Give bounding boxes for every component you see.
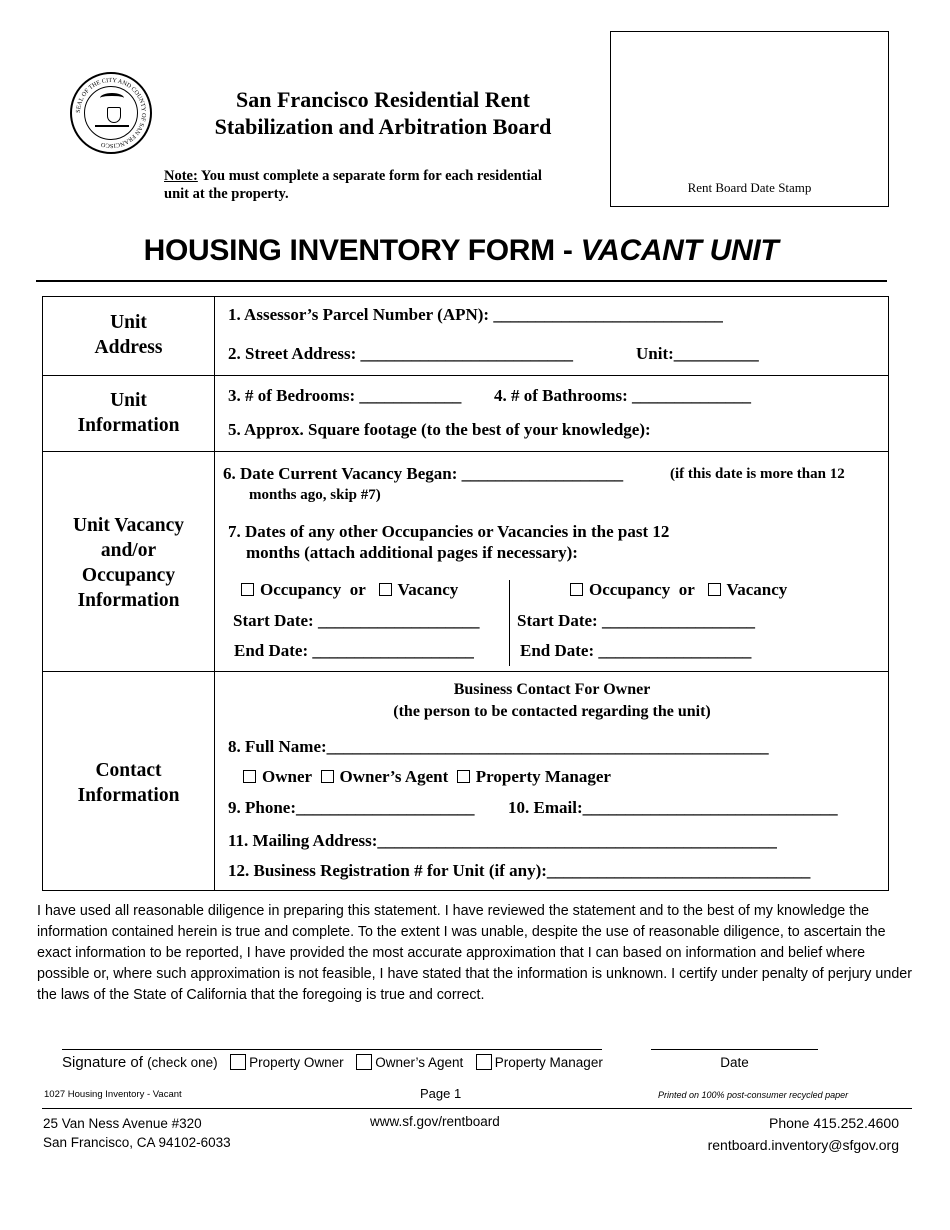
start-date-right-field[interactable]: Start Date: __________________ [517,611,755,630]
signature-label: Signature of [62,1054,148,1071]
website-link[interactable]: www.sf.gov/rentboard [370,1114,500,1129]
section-vacancy-label: Unit Vacancy and/or Occupancy Information [72,515,185,611]
contact-role-options: Owner Owner’s Agent Property Manager [243,767,611,787]
seal-lettering: SEAL OF THE CITY AND COUNTY OF SAN FRANCISCO [74,76,148,150]
recycled-note: Printed on 100% post-consumer recycled paper [658,1090,849,1100]
sig-manager-checkbox[interactable] [476,1054,492,1070]
contact-email[interactable]: rentboard.inventory@sfgov.org [707,1137,899,1153]
certification-statement: I have used all reasonable diligence in preparing this statement. I have reviewed the statement and to the best of my knowledge the information contained herein is true and complete. To the extent I was unable, despite the use of reasonable diligence, to ascertain the exact information to be reported, I have provided the most accurate approximation that I can based on information and belief where possible or, where such approximation is not feasible, I have stated that the information is unknown. I certify under penalty of perjury under the laws of the State of California that the foregoing is true and correct. [37,903,912,1003]
occupancy-checkbox-left[interactable] [241,583,254,596]
title-divider [36,280,887,282]
row-divider-3 [43,671,888,672]
period-left-type: Occupancy or Vacancy [241,580,458,600]
organization-name [160,86,606,140]
phone-field[interactable]: 9. Phone:_____________________ [228,798,475,817]
seal-base [95,125,129,131]
vacancy-checkbox-left[interactable] [379,583,392,596]
instruction-note [164,167,604,203]
vacancy-began-note: (if this date is more than 12 [670,466,845,482]
mailing-address-field[interactable]: 11. Mailing Address:_______________________________________________ [228,831,777,850]
form-id: 1027 Housing Inventory - Vacant [44,1089,182,1100]
end-date-left-field[interactable]: End Date: ___________________ [234,641,474,660]
sig-agent-checkbox[interactable] [356,1054,372,1070]
date-label: Date [720,1055,749,1070]
title-main: HOUSING INVENTORY FORM - [143,234,581,267]
row-divider-1 [43,375,888,376]
city-seal-icon [70,72,152,154]
form-title [36,234,886,268]
sig-owner-checkbox[interactable] [230,1054,246,1070]
owner-checkbox[interactable] [243,770,256,783]
signature-row: Signature of (check one) Property Owner Owner’s Agent Property Manager [62,1054,603,1071]
org-line-2: Stabilization and Arbitration Board [214,114,552,139]
period-right-type: Occupancy or Vacancy [570,580,787,600]
email-field[interactable]: 10. Email:______________________________ [508,798,838,817]
org-line-1: San Francisco Residential Rent [236,87,530,112]
unit-number-field[interactable]: Unit:__________ [636,344,759,363]
bathrooms-field[interactable]: 4. # of Bathrooms: ______________ [494,386,752,405]
footer-divider [42,1108,912,1109]
date-stamp-box [610,31,889,207]
row-divider-2 [43,451,888,452]
section-contact-label: Contact Information [77,760,180,806]
page-number: Page 1 [420,1086,462,1101]
signature-line[interactable] [62,1049,602,1050]
section-unit-address-label: Unit Address [94,312,163,358]
date-line[interactable] [651,1049,818,1050]
bedrooms-field[interactable]: 3. # of Bedrooms: ____________ [228,386,462,405]
contact-heading: Business Contact For Owner [453,681,651,698]
check-one-label: (check one) [147,1055,218,1070]
vacancy-began-note-2: months ago, skip #7) [249,487,381,503]
other-occupancies-label-2: months (attach additional pages if necessary): [246,543,578,562]
note-text: You must complete a separate form for each residential [197,168,542,184]
address-line-2: San Francisco, CA 94102-6033 [43,1135,231,1150]
period-divider [509,580,510,666]
business-registration-field[interactable]: 12. Business Registration # for Unit (if any):_______________________________ [228,861,811,880]
owners-agent-checkbox[interactable] [321,770,334,783]
seal-phoenix [100,93,124,103]
title-italic: VACANT UNIT [580,234,779,267]
note-label: Note: [164,168,198,184]
full-name-field[interactable]: 8. Full Name:____________________________________________________ [228,737,769,756]
stamp-label: Rent Board Date Stamp [687,180,812,195]
apn-field[interactable]: 1. Assessor’s Parcel Number (APN): ___________________________ [228,305,723,324]
office-address [43,1114,231,1152]
start-date-left-field[interactable]: Start Date: ___________________ [233,611,480,630]
phone-number: Phone 415.252.4600 [768,1115,899,1131]
seal-inner-ring [84,86,138,140]
seal-shield [107,107,121,123]
vacancy-began-field[interactable]: 6. Date Current Vacancy Began: ___________________ [223,464,624,483]
contact-subheading: (the person to be contacted regarding the unit) [393,703,711,720]
square-footage-field[interactable]: 5. Approx. Square footage (to the best of your knowledge): [228,420,651,439]
vacancy-checkbox-right[interactable] [708,583,721,596]
property-manager-checkbox[interactable] [457,770,470,783]
other-occupancies-label: 7. Dates of any other Occupancies or Vacancies in the past 12 [228,522,670,541]
column-divider [214,297,215,890]
occupancy-checkbox-right[interactable] [570,583,583,596]
end-date-right-field[interactable]: End Date: __________________ [520,641,752,660]
note-text-2: unit at the property. [164,186,289,202]
form-table [42,296,889,891]
street-address-field[interactable]: 2. Street Address: _________________________ [228,344,574,363]
contact-info [640,1112,899,1156]
address-line-1: 25 Van Ness Avenue #320 [43,1116,202,1131]
section-unit-info-label: Unit Information [77,390,180,436]
